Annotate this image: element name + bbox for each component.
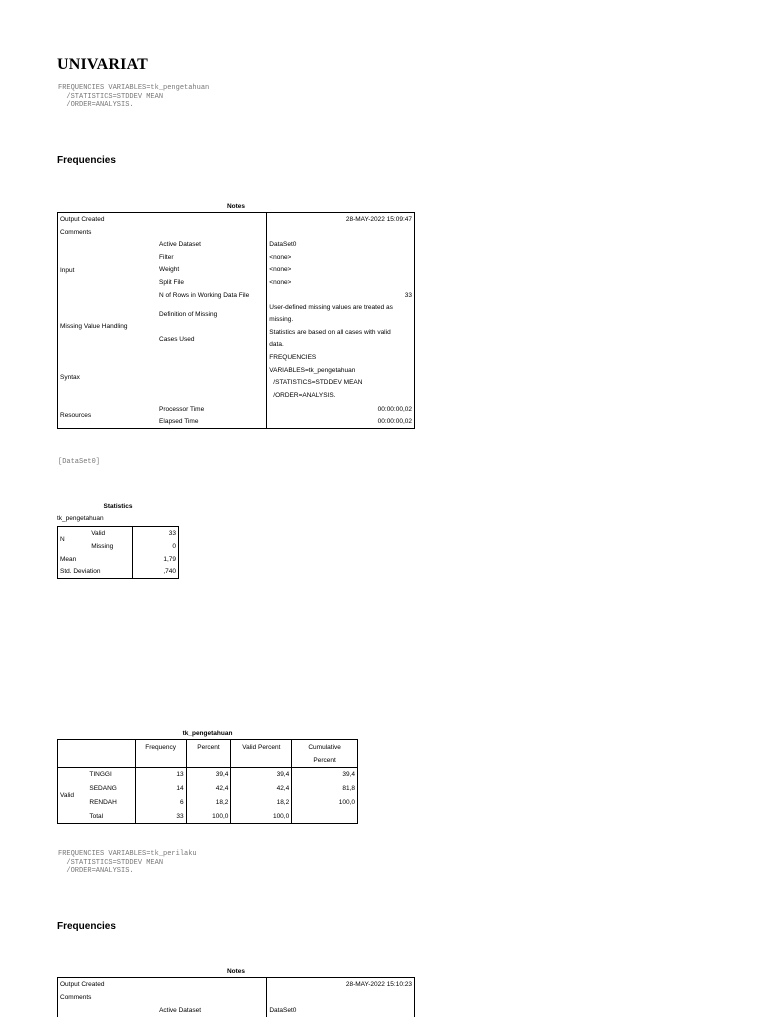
filter-label: Filter [159,253,174,261]
col-cumulative-1: Cumulative [308,743,341,751]
statistics-caption: Statistics [103,503,133,510]
col-cumulative-2: Percent [313,756,336,764]
processor-time-value: 00:00:00,02 [267,403,415,416]
frequencies-heading-2: Frequencies [57,921,116,932]
stat-valid-label: Valid [91,529,106,537]
stat-std-label: Std. Deviation [60,568,101,576]
n-rows-value: 33 [267,289,415,302]
split-file-value: <none> [267,276,415,289]
notes-table-1 [57,212,415,429]
notes-caption-1: Notes [226,203,246,210]
table-cell: 6 [135,796,186,810]
cases-used-value-2: data. [269,341,284,348]
output-created-label-2: Output Created [60,980,105,988]
table-row-label: Total [89,812,104,820]
filter-value: <none> [267,251,415,264]
table-cell: 18,2 [231,796,292,810]
output-created-value-2: 28-MAY-2022 15:10:23 [267,978,415,991]
table-cell: 33 [135,810,186,824]
table-row-label: SEDANG [89,785,117,792]
elapsed-time-label: Elapsed Time [159,418,199,426]
comments-label-2: Comments [60,993,92,1001]
syntax-value-1: FREQUENCIES [269,354,317,361]
stat-std-value: ,740 [133,566,179,579]
weight-value: <none> [267,264,415,277]
n-rows-label: N of Rows in Working Data File [159,291,250,299]
active-dataset-value: DataSet0 [267,239,415,252]
freq-table-caption: tk_pengetahuan [182,730,233,737]
table-cell: 14 [135,782,186,796]
definition-missing-value-1: User-defined missing values are treated as [269,304,393,311]
col-percent: Percent [186,740,231,768]
statistics-table [57,526,179,579]
frequency-table [57,739,358,824]
stat-mean-label: Mean [60,555,77,563]
dataset-tag: [DataSet0] [58,458,101,466]
table-cell: 100,0 [231,810,292,824]
syntax-value-3: /STATISTICS=STDDEV MEAN [273,379,363,386]
table-cell: 18,2 [186,796,231,810]
cases-used-value-1: Statistics are based on all cases with valid [269,329,391,336]
table-cell: 39,4 [231,768,292,782]
notes-caption-2: Notes [226,968,246,975]
syntax-block-2: FREQUENCIES VARIABLES=tk_perilaku /STATISTICS=STDDEV MEAN /ORDER=ANALYSIS. [58,850,197,875]
syntax-label: Syntax [60,373,80,381]
resources-label: Resources [60,411,92,419]
notes-table-2 [57,977,415,1017]
table-cell: 100,0 [292,796,358,810]
definition-missing-label: Definition of Missing [159,310,218,318]
split-file-label: Split File [159,278,184,286]
table-cell: 42,4 [186,782,231,796]
syntax-value-2: VARIABLES=tk_pengetahuan [269,366,356,374]
col-valid-percent: Valid Percent [231,740,292,768]
table-cell [292,810,358,824]
input-label: Input [60,266,75,274]
table-cell: 39,4 [292,768,358,782]
table-cell: 39,4 [186,768,231,782]
table-row-label: TINGGI [89,771,112,779]
comments-label: Comments [60,228,92,236]
missing-handling-label: Missing Value Handling [60,323,128,330]
frequencies-heading-1: Frequencies [57,155,116,166]
table-cell: 100,0 [186,810,231,824]
output-created-value: 28-MAY-2022 15:09:47 [267,213,415,226]
output-created-label: Output Created [60,215,105,223]
active-dataset-label-2: Active Dataset [159,1006,202,1014]
stat-missing-value: 0 [133,540,179,553]
statistics-variable: tk_pengetahuan [57,515,104,522]
elapsed-time-value: 00:00:00,02 [267,416,415,429]
table-cell: 13 [135,768,186,782]
col-frequency: Frequency [135,740,186,768]
active-dataset-value-2: DataSet0 [267,1004,415,1017]
definition-missing-value-2: missing. [269,316,294,323]
document-title: UNIVARIAT [57,56,149,73]
weight-label: Weight [159,266,180,274]
cases-used-label: Cases Used [159,335,195,343]
valid-label: Valid [60,792,74,799]
processor-time-label: Processor Time [159,405,205,413]
stat-mean-value: 1,79 [133,553,179,566]
table-cell: 81,8 [292,782,358,796]
table-row-label: RENDAH [89,799,117,806]
table-cell: 42,4 [231,782,292,796]
stat-missing-label: Missing [91,542,114,550]
active-dataset-label: Active Dataset [159,241,201,249]
stat-valid-value: 33 [133,527,179,540]
syntax-value-4: /ORDER=ANALYSIS. [273,391,336,399]
syntax-block-1: FREQUENCIES VARIABLES=tk_pengetahuan /STATISTICS=STDDEV MEAN /ORDER=ANALYSIS. [58,84,210,109]
stat-n-label: N [60,536,65,544]
